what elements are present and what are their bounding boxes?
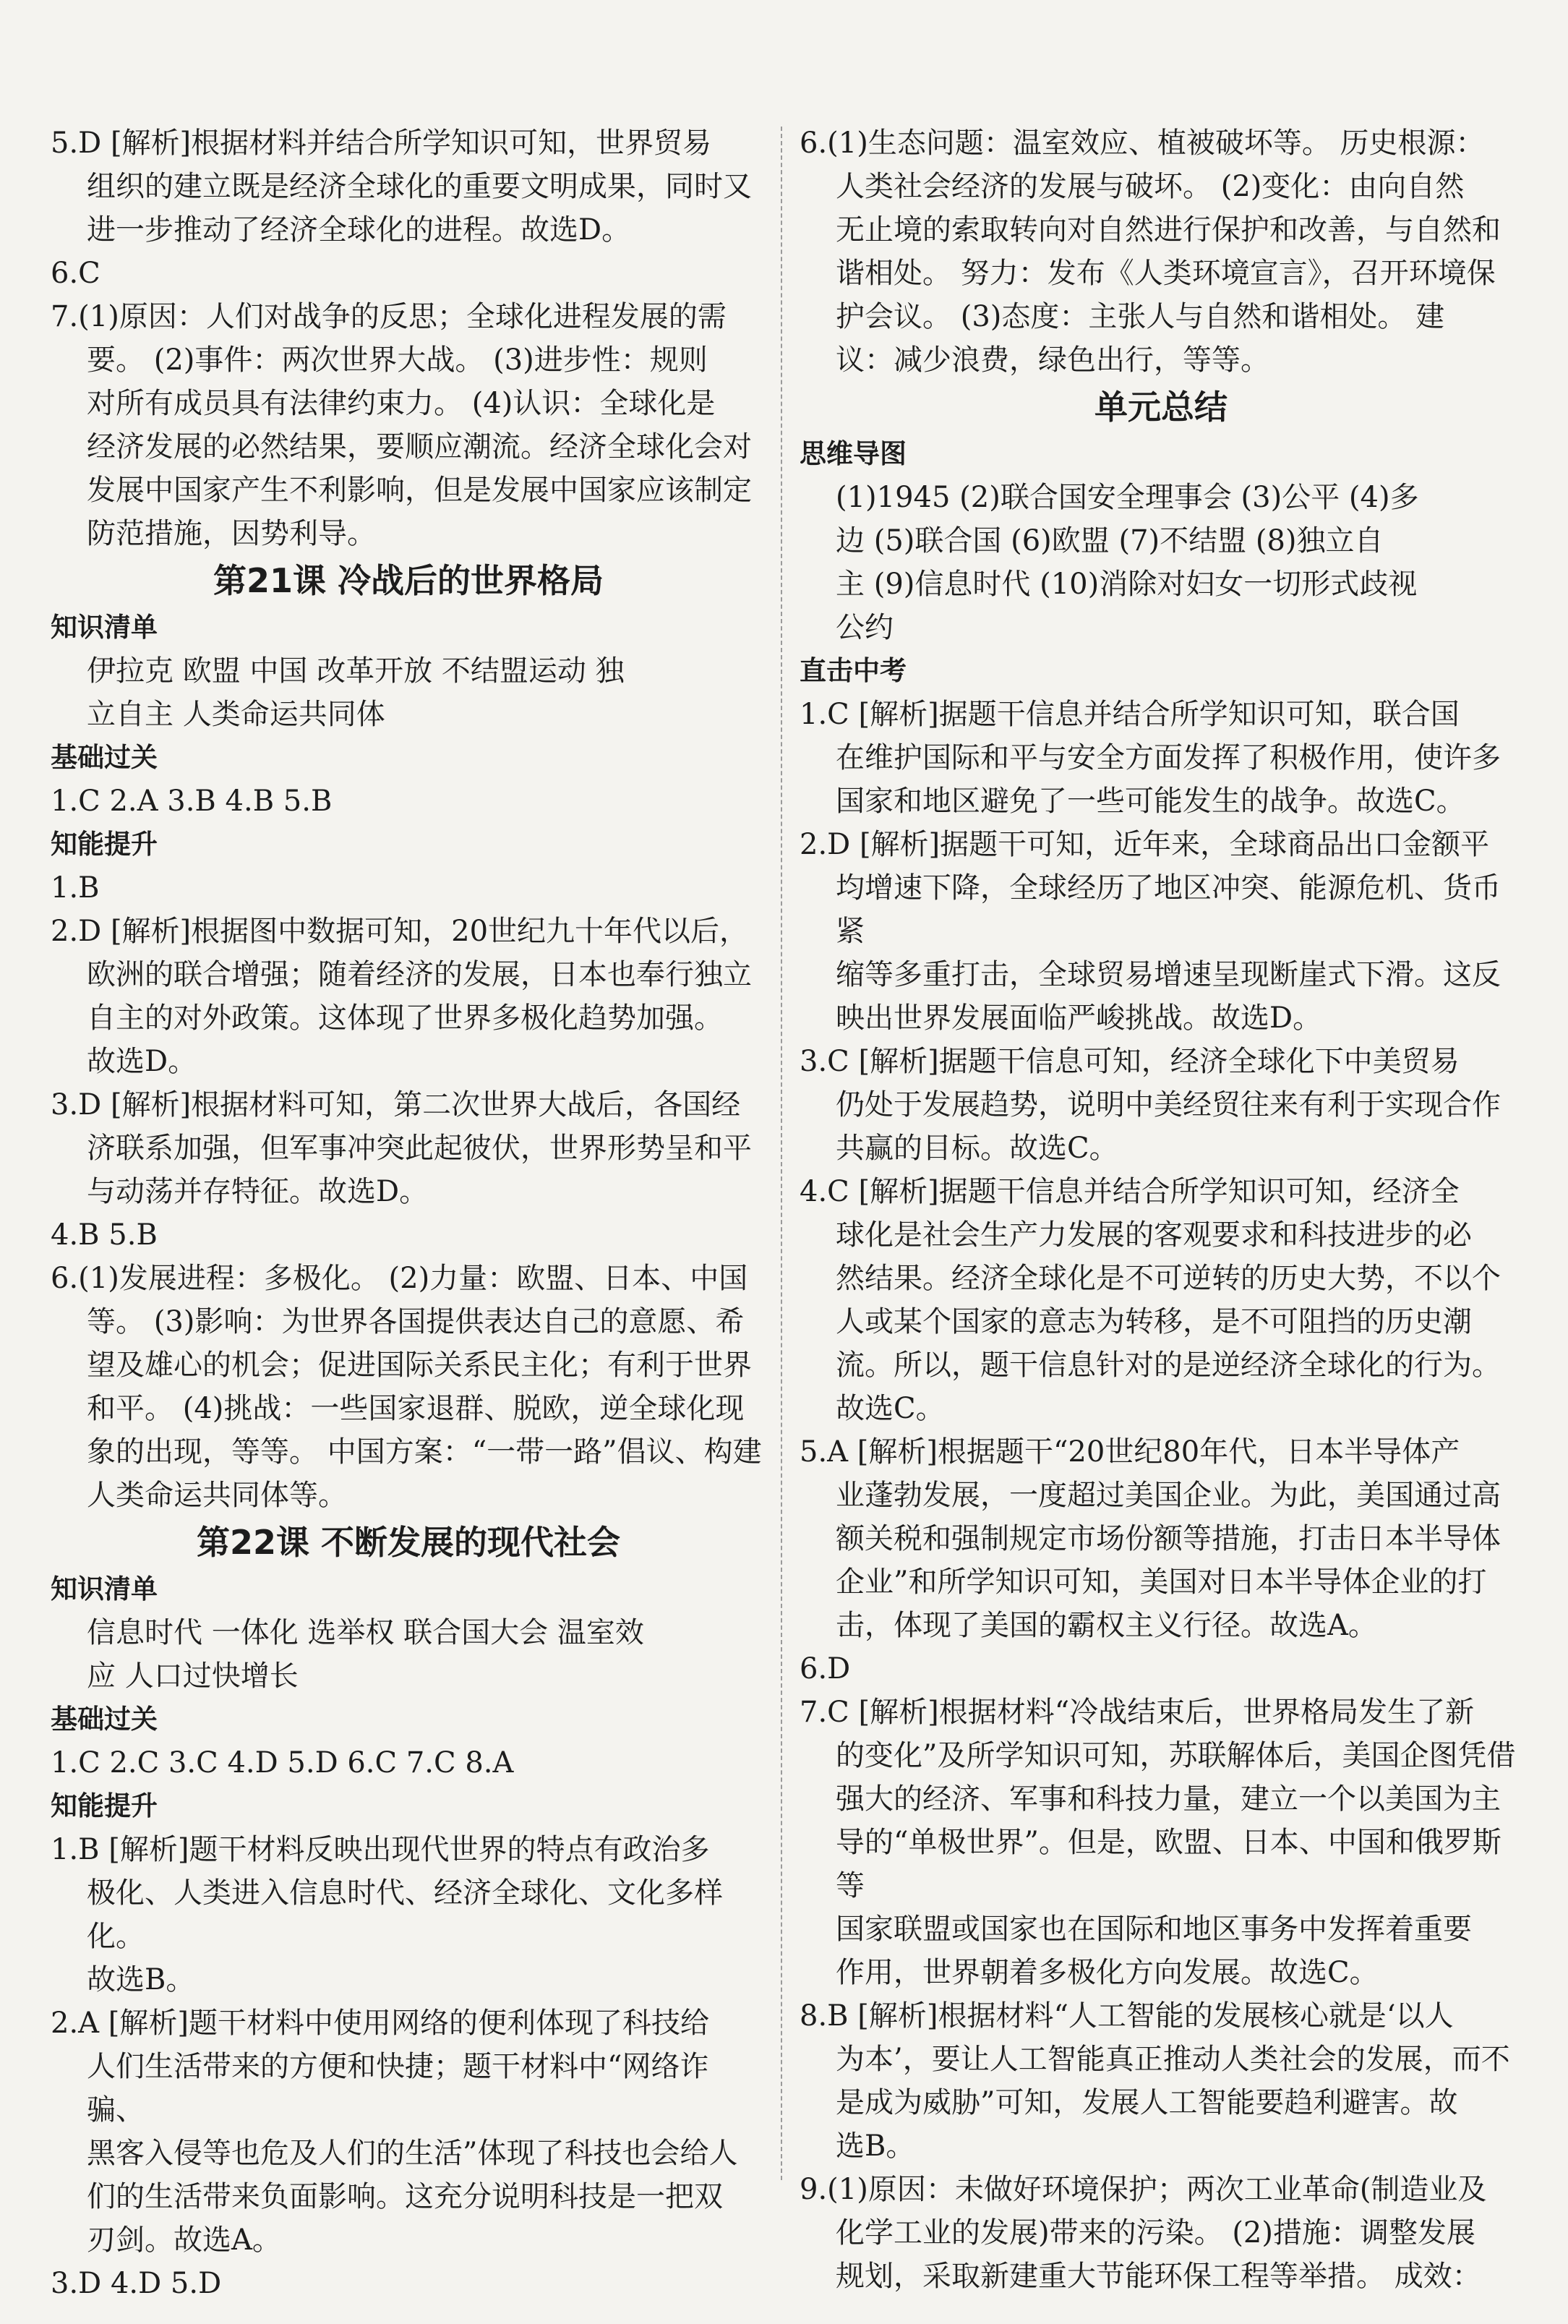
answer-line: 缩等多重打击，全球贸易增速呈现断崖式下滑。这反 xyxy=(836,958,1501,991)
answer-line: 的变化”及所学知识可知，苏联解体后，美国企图凭借 xyxy=(836,1739,1516,1772)
answer-line: 和平。 (4)挑战：一些国家退群、脱欧，逆全球化现 xyxy=(87,1392,745,1425)
answer-line: 谐相处。 努力：发布《人类环境宣言》，召开环境保 xyxy=(836,257,1496,290)
answer-line: 击，体现了美国的霸权主义行径。故选A。 xyxy=(836,1609,1377,1642)
answer-line: 人们生活带来的方便和快捷；题干材料中“网络诈骗、 xyxy=(87,2050,709,2127)
answer-line: 流。所以，题干信息针对的是逆经济全球化的行为。 xyxy=(836,1349,1501,1382)
answer-line: 额关税和强制规定市场份额等措施，打击日本半导体 xyxy=(836,1522,1501,1555)
answer-line: 作用，世界朝着多极化方向发展。故选C。 xyxy=(836,1956,1379,1989)
answer-line: 均增速下降，全球经历了地区冲突、能源危机、货币紧 xyxy=(836,871,1501,948)
answer-line: 5.D [解析]根据材料并结合所学知识可知，世界贸易 xyxy=(51,127,712,160)
answer-line: 2.D [解析]据题干可知，近年来，全球商品出口金额平 xyxy=(800,828,1490,861)
section-heading: 知识清单 xyxy=(51,612,158,643)
answer-line: 应 人口过快增长 xyxy=(87,1659,299,1693)
answer-line: 共赢的目标。故选C。 xyxy=(836,1132,1118,1165)
section-heading: 知识清单 xyxy=(51,1573,158,1605)
answer-line: 与动荡并存特征。故选D。 xyxy=(87,1175,429,1208)
answer-line: 护会议。 (3)态度：主张人与自然和谐相处。 建 xyxy=(836,300,1445,333)
answer-line: 3.D 4.D 5.D xyxy=(51,2267,222,2300)
section-heading: 基础过关 xyxy=(51,742,158,773)
answer-line: 经济发展的必然结果，要顺应潮流。经济全球化会对 xyxy=(87,430,752,463)
answer-line: 4.C [解析]据题干信息并结合所学知识可知，经济全 xyxy=(800,1175,1460,1208)
answer-line: 人或某个国家的意志为转移，是不可阻挡的历史潮 xyxy=(836,1305,1472,1338)
answer-line: 6.(1)发展进程：多极化。 (2)力量：欧盟、日本、中国 xyxy=(51,1262,748,1295)
answer-line: 6.D xyxy=(800,1652,851,1686)
answer-line: 6.C xyxy=(51,257,100,290)
left-column xyxy=(51,121,766,2305)
answer-line: 3.C [解析]据题干信息可知，经济全球化下中美贸易 xyxy=(800,1045,1460,1078)
right-column xyxy=(800,121,1522,2298)
answer-line: 5.A [解析]根据题干“20世纪80年代，日本半导体产 xyxy=(800,1435,1460,1469)
answer-line: 人类社会经济的发展与破坏。 (2)变化：由向自然 xyxy=(836,170,1465,203)
answer-line: 信息时代 一体化 选举权 联合国大会 温室效 xyxy=(87,1616,644,1649)
answer-line: 故选D。 xyxy=(87,1045,197,1078)
answer-line: 强大的经济、军事和科技力量，建立一个以美国为主 xyxy=(836,1782,1501,1816)
answer-line: 议：减少浪费，绿色出行，等等。 xyxy=(836,343,1269,377)
answer-line: 主 (9)信息时代 (10)消除对妇女一切形式歧视 xyxy=(836,568,1418,601)
lesson-21-title: 第21课 冷战后的世界格局 xyxy=(213,561,604,600)
answer-line: 济联系加强，但军事冲突此起彼伏，世界形势呈和平 xyxy=(87,1132,752,1165)
answer-line: 防范措施，因势利导。 xyxy=(87,517,376,550)
answer-line: 6.(1)生态问题：温室效应、植被破坏等。 历史根源： xyxy=(800,127,1485,160)
answer-line: 1.C 2.C 3.C 4.D 5.D 6.C 7.C 8.A xyxy=(51,1746,514,1780)
answer-line: 欧洲的联合增强；随着经济的发展，日本也奉行独立 xyxy=(87,958,752,991)
answer-line: 极化、人类进入信息时代、经济全球化、文化多样化。 xyxy=(87,1876,723,1953)
answer-line: 伊拉克 欧盟 中国 改革开放 不结盟运动 独 xyxy=(87,654,625,688)
answer-line: 1.B xyxy=(51,871,100,905)
answer-line: 为本’，要让人工智能真正推动人类社会的发展，而不 xyxy=(836,2043,1510,2076)
answer-line: 国家联盟或国家也在国际和地区事务中发挥着重要 xyxy=(836,1913,1472,1946)
answer-line: 选B。 xyxy=(836,2129,915,2163)
answer-line: 等。 (3)影响：为世界各国提供表达自己的意愿、希 xyxy=(87,1305,745,1338)
answer-line: 仍处于发展趋势，说明中美经贸往来有利于实现合作 xyxy=(836,1088,1501,1122)
answer-line: 进一步推动了经济全球化的进程。故选D。 xyxy=(87,213,631,247)
answer-line: 黑客入侵等也危及人们的生活”体现了科技也会给人 xyxy=(87,2137,738,2170)
answer-line: 1.B [解析]题干材料反映出现代世界的特点有政治多 xyxy=(51,1833,710,1866)
answer-line: (1)1945 (2)联合国安全理事会 (3)公平 (4)多 xyxy=(836,481,1419,514)
answer-line: 导的“单极世界”。但是，欧盟、日本、中国和俄罗斯等 xyxy=(836,1826,1501,1902)
answer-line: 4.B 5.B xyxy=(51,1218,158,1252)
section-heading: 直击中考 xyxy=(800,655,907,686)
answer-line: 是成为威胁”可知，发展人工智能要趋利避害。故 xyxy=(836,2086,1458,2119)
answer-line: 人类命运共同体等。 xyxy=(87,1479,347,1512)
answer-line: 规划，采取新建重大节能环保工程等举措。 成效： xyxy=(836,2260,1481,2293)
section-heading: 知能提升 xyxy=(51,1790,158,1821)
answer-line: 对所有成员具有法律约束力。 (4)认识：全球化是 xyxy=(87,387,716,420)
answer-line: 公约 xyxy=(836,611,894,644)
answer-line: 在维护国际和平与安全方面发挥了积极作用，使许多 xyxy=(836,741,1501,774)
answer-line: 立自主 人类命运共同体 xyxy=(87,698,385,731)
answer-line: 无止境的索取转向对自然进行保护和改善，与自然和 xyxy=(836,213,1501,247)
answer-line: 7.C [解析]根据材料“冷战结束后，世界格局发生了新 xyxy=(800,1696,1475,1729)
answer-line: 球化是社会生产力发展的客观要求和科技进步的必 xyxy=(836,1218,1472,1252)
answer-line: 1.C 2.A 3.B 4.B 5.B xyxy=(51,785,333,818)
answer-line: 故选C。 xyxy=(836,1392,945,1425)
answer-line: 7.(1)原因：人们对战争的反思；全球化进程发展的需 xyxy=(51,300,727,333)
unit-summary-title: 单元总结 xyxy=(1094,388,1228,427)
answer-line: 然结果。经济全球化是不可逆转的历史大势，不以个 xyxy=(836,1262,1501,1295)
answer-line: 8.B [解析]根据材料“人工智能的发展核心就是‘以人 xyxy=(800,1999,1454,2033)
section-heading: 基础过关 xyxy=(51,1704,158,1735)
answer-line: 业蓬勃发展，一度超过美国企业。为此，美国通过高 xyxy=(836,1479,1501,1512)
answer-line: 们的生活带来负面影响。这充分说明科技是一把双 xyxy=(87,2180,723,2213)
answer-line: 映出世界发展面临严峻挑战。故选D。 xyxy=(836,1001,1322,1035)
column-divider xyxy=(781,127,782,2180)
section-heading: 知能提升 xyxy=(51,829,158,860)
answer-line: 故选B。 xyxy=(87,1963,195,1996)
lesson-22-title: 第22课 不断发展的现代社会 xyxy=(196,1523,621,1562)
answer-line: 2.A [解析]题干材料中使用网络的便利体现了科技给 xyxy=(51,2007,709,2040)
answer-line: 2.D [解析]根据图中数据可知，20世纪九十年代以后， xyxy=(51,915,749,948)
answer-line: 化学工业的发展)带来的污染。 (2)措施：调整发展 xyxy=(836,2216,1475,2250)
answer-line: 组织的建立既是经济全球化的重要文明成果，同时又 xyxy=(87,170,752,203)
answer-line: 国家和地区避免了一些可能发生的战争。故选C。 xyxy=(836,785,1465,818)
answer-line: 发展中国家产生不利影响，但是发展中国家应该制定 xyxy=(87,474,752,507)
answer-line: 要。 (2)事件：两次世界大战。 (3)进步性：规则 xyxy=(87,343,708,377)
section-heading: 思维导图 xyxy=(800,438,907,469)
answer-line: 边 (5)联合国 (6)欧盟 (7)不结盟 (8)独立自 xyxy=(836,524,1384,557)
answer-line: 象的出现，等等。 中国方案：“一带一路”倡议、构建 xyxy=(87,1435,762,1469)
answer-line: 企业”和所学知识可知，美国对日本半导体企业的打 xyxy=(836,1565,1487,1599)
answer-line: 9.(1)原因：未做好环境保护；两次工业革命(制造业及 xyxy=(800,2173,1487,2206)
answer-line: 1.C [解析]据题干信息并结合所学知识可知，联合国 xyxy=(800,698,1460,731)
answer-line: 刃剑。故选A。 xyxy=(87,2223,281,2257)
answer-line: 3.D [解析]根据材料可知，第二次世界大战后，各国经 xyxy=(51,1088,741,1122)
answer-line: 自主的对外政策。这体现了世界多极化趋势加强。 xyxy=(87,1001,723,1035)
answer-line: 望及雄心的机会；促进国际关系民主化；有利于世界 xyxy=(87,1349,752,1382)
